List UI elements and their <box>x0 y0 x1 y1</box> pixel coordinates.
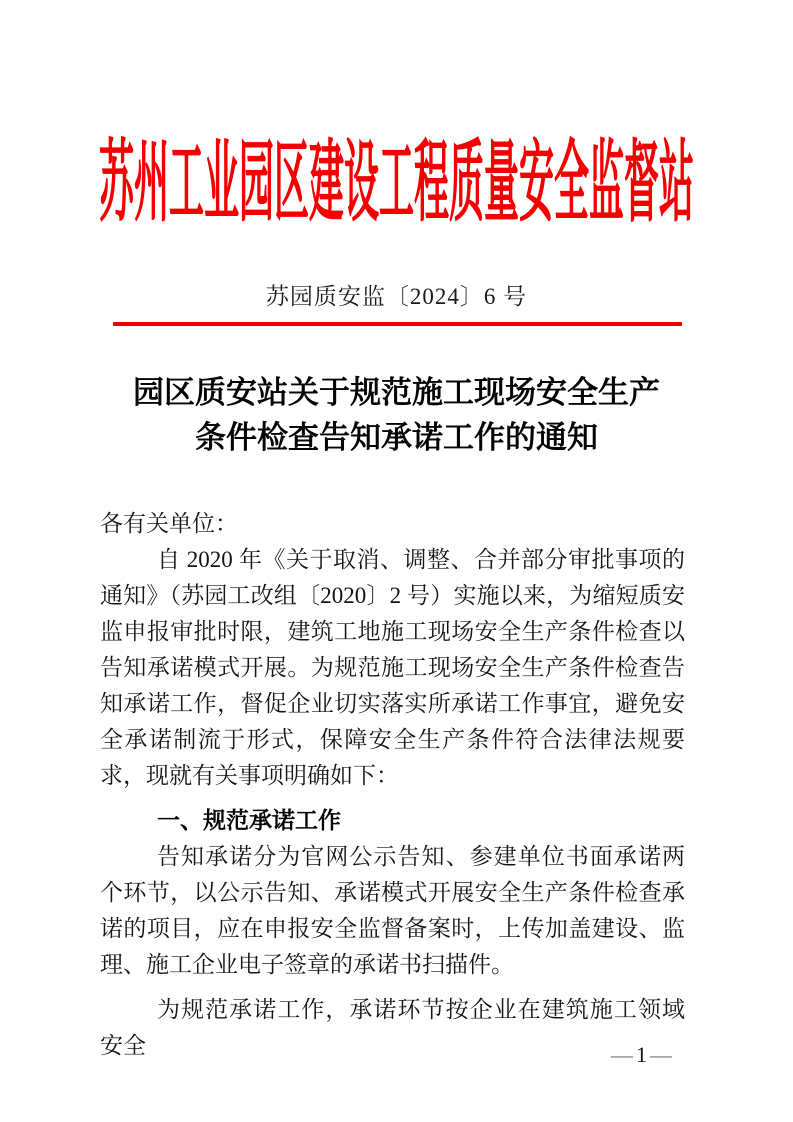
document-body <box>100 506 685 1064</box>
page-number-dash-left: — <box>611 1042 633 1067</box>
salutation: 各有关单位： <box>100 511 238 536</box>
document-title <box>0 370 793 460</box>
page-number-value: 1 <box>636 1042 647 1067</box>
document-title-line2: 条件检查告知承诺工作的通知 <box>195 420 598 455</box>
document-title-line1: 园区质安站关于规范施工现场安全生产 <box>133 375 660 410</box>
paragraph-3: 为规范承诺工作，承诺环节按企业在建筑施工领域安全 <box>100 997 685 1058</box>
red-divider-line <box>113 322 682 326</box>
paragraph-2: 告知承诺分为官网公示告知、参建单位书面承诺两个环节，以公示告知、承诺模式开展安全生产条件检查承诺的项目，应在申报安全监督备案时，上传加盖建设、监理、施工企业电子签章的承诺书扫描件。 <box>100 844 685 977</box>
paragraph-1: 自 2020 年《关于取消、调整、合并部分审批事项的通知》（苏园工改组〔2020〕2 号）实施以来，为缩短质安监申报审批时限，建筑工地施工现场安全生产条件检查以告知承诺模式开展。为规范施工现场安全生产条件检查告知承诺工作，督促企业切实落实所承诺工作事宜，避免安全承诺制流于形式，保障安全生产条件符合法律法规要求，现就有关事项明确如下： <box>100 547 685 788</box>
section-heading-1: 一、规范承诺工作 <box>157 808 341 833</box>
page-number-dash-right: — <box>650 1042 672 1067</box>
doc-number: 苏园质安监〔2024〕6 号 <box>265 284 528 309</box>
page-number <box>611 1042 672 1068</box>
letterhead-title: 苏州工业园区建设工程质量安全监督站 <box>98 133 694 234</box>
